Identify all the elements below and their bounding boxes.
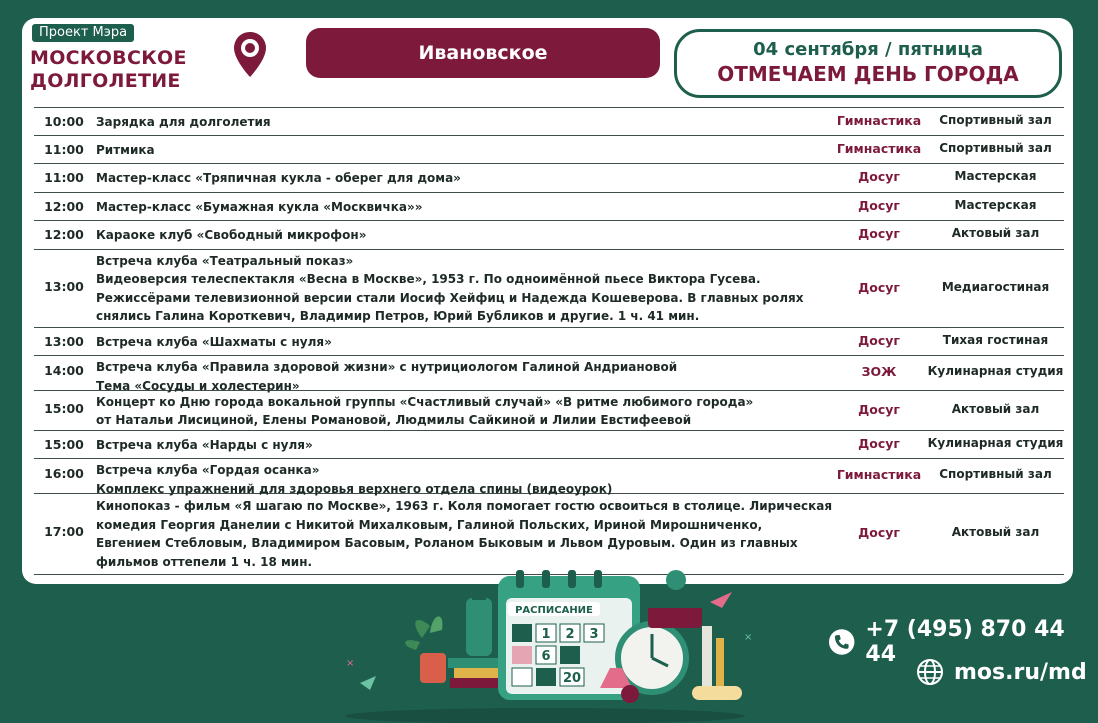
phone-number[interactable]: +7 (495) 870 44 44 [865,617,1065,667]
board-number: 20 [562,671,582,686]
event-description [96,252,836,326]
schedule-table [34,107,1064,575]
event-place: Актовый зал [951,401,1040,416]
event-description-line: фильмов оттепели 1 ч. 18 мин. [96,554,313,569]
event-description-line: Встреча клуба «Шахматы с нуля» [96,334,332,349]
event-time: 14:00 [44,363,84,379]
event-category: Досуг [858,197,900,213]
event-description [96,393,836,430]
schedule-row [34,431,1064,460]
event-time: 11:00 [44,141,84,157]
event-description-line: Режиссёрами телевизионной версии стали Иосиф Хейфиц и Надежда Кошеверова. В главных ролях [96,290,804,305]
event-category: Досуг [858,169,900,185]
event-category: Досуг [858,226,900,242]
schedule-row [34,107,1064,136]
event-description [96,497,836,571]
schedule-row [34,328,1064,357]
event-place: Актовый зал [951,525,1040,539]
event-category: ЗОЖ [861,364,897,380]
event-description [96,198,836,217]
schedule-illustration [330,568,760,723]
event-place: Спортивный зал [939,113,1052,128]
event-description [96,358,836,395]
event-place: Мастерская [954,197,1037,212]
event-place: Кулинарная студия [927,435,1064,450]
event-place: Тихая гостиная [942,332,1049,347]
event-time: 12:00 [44,227,84,242]
svg-text:×: × [744,632,753,643]
event-place: Спортивный зал [939,140,1052,155]
event-description-line: Видеоверсия телеспектакля «Весна в Москве», 1953 г. По одноимённой пьесе Виктора Гусева. [96,272,761,286]
event-title: ОТМЕЧАЕМ ДЕНЬ ГОРОДА [717,62,1019,86]
svg-text:×: × [346,658,355,669]
event-category: Досуг [858,401,900,417]
event-description [96,141,836,160]
event-place: Кулинарная студия [927,364,1064,379]
event-description-line: комедия Георгия Данелии с Никитой Михалковым, Галиной Польских, Ириной Мирошниченко, [96,517,763,532]
event-description [96,113,836,132]
event-description [96,333,836,352]
event-category: Гимнастика [836,467,922,483]
event-place: Мастерская [954,169,1037,184]
event-time: 15:00 [44,436,84,452]
schedule-row [34,221,1064,250]
district-banner: Ивановское [306,28,660,78]
event-description-line: Встреча клуба «Гордая осанка» [96,463,320,477]
board-title: РАСПИСАНИЕ [515,605,593,616]
event-description-line: Ритмика [96,142,155,157]
event-category: Досуг [858,435,900,451]
event-description-line: Мастер-класс «Бумажная кукла «Москвичка»» [96,199,423,214]
website-contact[interactable] [916,658,1087,686]
schedule-row [34,494,1064,575]
event-description-line: Мастер-класс «Тряпичная кукла - оберег для дома» [96,171,461,185]
event-description [96,461,836,498]
event-description-line: Зарядка для долголетия [96,115,271,129]
event-description-line: Кинопоказ - фильм «Я шагаю по Москве», 1963 г. Коля помогает гостю освоиться в столице. Лирическая [96,499,833,513]
event-description [96,436,836,455]
location-pin-icon [232,30,268,80]
event-place: Медиагостиная [941,279,1050,294]
schedule-row [34,356,1064,391]
event-category: Досуг [858,525,900,540]
event-time: 13:00 [44,333,84,349]
board-number: 2 [565,627,575,642]
event-description [96,169,836,188]
event-description-line: Встреча клуба «Театральный показ» [96,253,354,268]
event-description-line: Встреча клуба «Правила здоровой жизни» с нутрициологом Галиной Андриановой [96,360,678,374]
event-place: Спортивный зал [939,467,1052,482]
event-time: 10:00 [44,114,84,129]
globe-icon [916,658,944,686]
board-number: 3 [589,627,599,642]
website-link[interactable]: mos.ru/md [954,659,1087,685]
project-tag: Проект Мэра [32,24,134,42]
event-category: Гимнастика [836,140,922,156]
event-description-line: Комплекс упражнений для здоровья верхнего отдела спины (видеоурок) [96,481,613,496]
board-number: 6 [541,649,551,664]
event-time: 12:00 [44,198,84,214]
phone-icon [828,628,855,656]
event-description-line: снялись Галина Короткевич, Владимир Петров, Юрий Бубликов и другие. 1 ч. 41 мин. [96,309,700,323]
event-description-line: Тема «Сосуды и холестерин» [96,378,300,393]
schedule-row [34,164,1064,193]
logo-line-1: МОСКОВСКОЕ [30,47,187,69]
event-description-line: Встреча клуба «Нарды с нуля» [96,437,313,452]
schedule-row [34,250,1064,328]
board-number: 1 [541,627,551,642]
event-place: Актовый зал [951,226,1040,241]
event-time: 11:00 [44,170,84,185]
event-category: Гимнастика [836,113,922,129]
event-description-line: Концерт ко Дню города вокальной группы «Счастливый случай» «В ритме любимого города» [96,394,754,409]
event-description-line: от Натальи Лисициной, Елены Романовой, Людмилы Сайкиной и Лилии Евстифеевой [96,413,692,427]
event-category: Досуг [858,332,900,348]
event-time: 16:00 [44,466,84,482]
event-date: 04 сентября / пятница [753,39,983,60]
event-category: Досуг [858,279,900,295]
event-description [96,226,836,245]
event-time: 15:00 [44,400,84,416]
schedule-row [34,391,1064,431]
logo-line-2: ДОЛГОЛЕТИЕ [30,70,181,92]
event-time: 17:00 [44,524,84,539]
event-description-line: Евгением Стебловым, Владимиром Басовым, Роланом Быковым и Львом Дуровым. Один из главных [96,536,798,550]
event-description-line: Караоке клуб «Свободный микрофон» [96,228,367,242]
schedule-row [34,459,1064,494]
date-box [674,29,1062,98]
schedule-row [34,193,1064,222]
schedule-row [34,136,1064,165]
event-time: 13:00 [44,278,84,294]
